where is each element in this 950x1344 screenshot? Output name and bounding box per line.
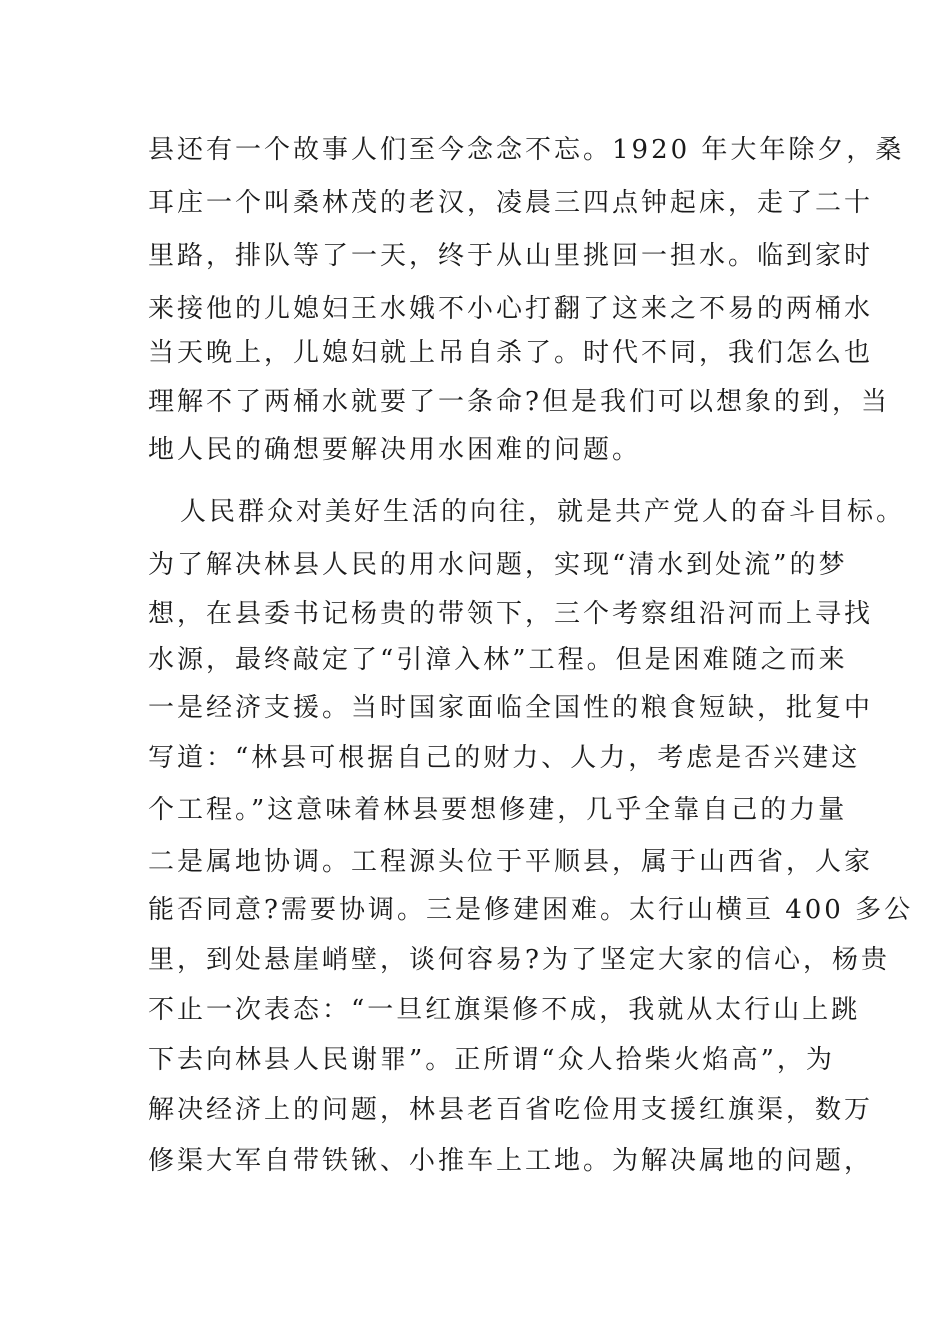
text-line: 水源，最终敲定了“引漳入林”工程。但是困难随之而来 (148, 645, 848, 675)
text-line: 写道：“林县可根据自己的财力、人力，考虑是否兴建这 (148, 743, 861, 773)
text-line: 来接他的儿媳妇王水娥不小心打翻了这来之不易的两桶水 (148, 294, 874, 324)
text-line: 里路，排队等了一天，终于从山里挑回一担水。临到家时 (148, 241, 874, 271)
text-line: 一是经济支援。当时国家面临全国性的粮食短缺，批复中 (148, 693, 874, 723)
text-line: 里，到处悬崖峭壁，谈何容易?为了坚定大家的信心，杨贵 (148, 945, 890, 975)
text-line: 下去向林县人民谢罪”。正所谓“众人拾柴火焰高”，为 (148, 1045, 835, 1075)
text-line: 人民群众对美好生活的向往，就是共产党人的奋斗目标。 (180, 497, 906, 527)
text-line: 二是属地协调。工程源头位于平顺县，属于山西省，人家 (148, 847, 874, 877)
text-line: 耳庄一个叫桑林茂的老汉，凌晨三四点钟起床，走了二十 (148, 188, 874, 218)
text-line: 解决经济上的问题，林县老百省吃俭用支援红旗渠，数万 (148, 1095, 874, 1125)
text-line: 为了解决林县人民的用水问题，实现“清水到处流”的梦 (148, 550, 848, 580)
text-line: 理解不了两桶水就要了一条命?但是我们可以想象的到，当 (148, 387, 890, 417)
text-line: 地人民的确想要解决用水困难的问题。 (148, 435, 642, 465)
text-line: 想，在县委书记杨贵的带领下，三个考察组沿河而上寻找 (148, 599, 874, 629)
text-line: 个工程。”这意味着林县要想修建，几乎全靠自己的力量 (148, 795, 848, 825)
text-line: 修渠大军自带铁锹、小推车上工地。为解决属地的问题， (148, 1146, 874, 1176)
text-line: 当天晚上，儿媳妇就上吊自杀了。时代不同，我们怎么也 (148, 338, 874, 368)
text-line: 能否同意?需要协调。三是修建困难。太行山横亘 400 多公 (148, 895, 914, 925)
text-line: 不止一次表态：“一旦红旗渠修不成，我就从太行山上跳 (148, 995, 861, 1025)
text-line: 县还有一个故事人们至今念念不忘。1920 年大年除夕，桑 (148, 135, 905, 165)
